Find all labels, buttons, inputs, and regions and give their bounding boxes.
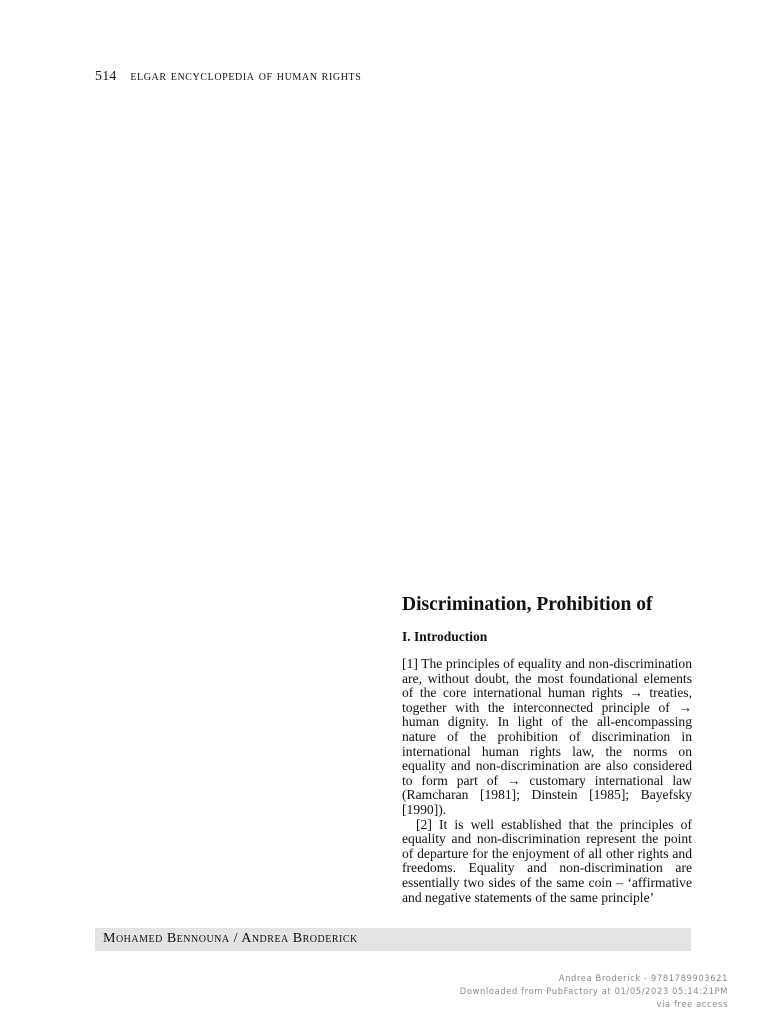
encyclopedia-entry <box>402 594 692 905</box>
author-names: Mohamed Bennouna / Andrea Broderick <box>103 931 358 946</box>
section-heading: I. Introduction <box>402 629 488 644</box>
author-bar <box>95 928 691 951</box>
entry-title: Discrimination, Prohibition of <box>402 594 653 615</box>
paragraph-2: [2] It is well established that the principles of equality and non-discrimination represent the point of departure for the enjoyment of all other rights and freedoms. Equality and non-discrimination are essentially two sides of the same coin – ‘affirmative and negative statements of the same principle’ <box>402 816 692 905</box>
book-title: elgar encyclopedia of human rights <box>130 69 362 84</box>
running-head <box>95 69 361 85</box>
download-footer <box>460 972 728 1011</box>
footer-line-3: via free access <box>656 999 728 1009</box>
footer-line-2: Downloaded from PubFactory at 01/05/2023 05:14:21PM <box>459 986 728 996</box>
footer-line-1: Andrea Broderick - 9781789903621 <box>558 973 728 983</box>
page-number: 514 <box>95 69 117 84</box>
paragraph-1: [1] The principles of equality and non-discrimination are, without doubt, the most foundational elements of the core international human rights → treaties, together with the interconnected principle of → human dignity. In light of the all-encompassing nature of the prohibition of discrimination in international human rights law, the norms on equality and non-discrimination are also considered to form part of → customary international law (Ramcharan [1981]; Dinstein [1985]; Bayefsky [1990]). <box>402 656 692 817</box>
